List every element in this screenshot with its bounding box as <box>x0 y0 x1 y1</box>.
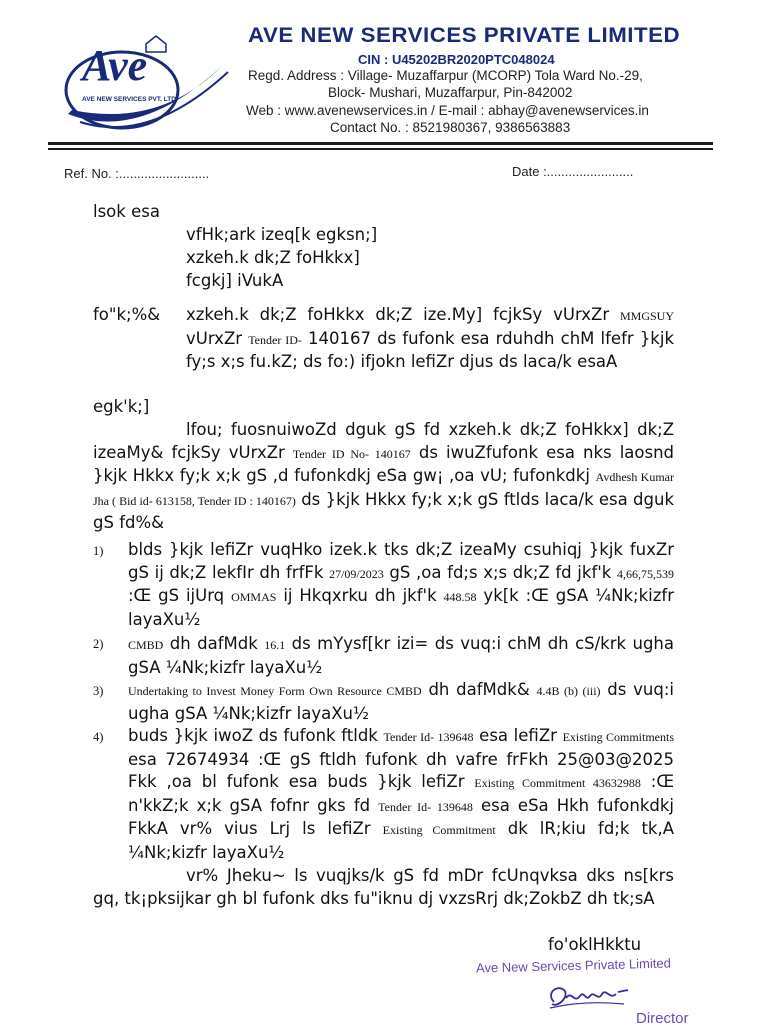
item-number: 4) <box>93 730 104 744</box>
item-number: 1) <box>93 544 104 558</box>
paragraph-main: lfou; fuosnuiwoZd dguk gS fd xzkeh.k dk;Z foHkkx] dk;Z izeaMy& fcjkSy vUrxZr Tender ID No- 140167 ds iwuZfufonk esa nks laosnd }kjk Hkkx fy;k x;k gS ,d fufonkdkj eSa gw¡ ,oa vU; fufonkdkj Avdhesh Kumar Jha ( Bid id- 613158, Tender ID : 140167) ds }kjk Hkkx fy;k x;k gS ftlds laca/k esa dguk gS fd%& <box>93 420 675 533</box>
addressee-line-1: vfHk;ark izeq[k egksn;] <box>186 225 378 244</box>
list-item: blds }kjk lefiZr vuqHko izek.k tks dk;Z izeaMy csuhiqj }kjk fuxZr gS ij dk;Z lekfIr dh frfFk 27/09/2023 gS ,oa fd;s x;s dk;Z fd jkf'k 4,66,75,539 :Œ gS ijUrq OMMAS ij Hkqxrku dh jkf'k 448.58 yk[k :Œ gSA ¼Nk;kizfr layaXu½ <box>128 540 675 629</box>
director-title: Director <box>636 1010 689 1027</box>
addressee-line-3: fcgkj] iVukA <box>186 271 284 290</box>
date-field: Date :........................ <box>512 164 634 179</box>
company-stamp-text: Ave New Services Private Limited <box>475 955 672 976</box>
addressee-line-2: xzkeh.k dk;Z foHkkx] <box>186 248 360 267</box>
signature <box>544 980 634 1014</box>
contact-line: Contact No. : 8521980367, 9386563883 <box>330 120 571 135</box>
list-item: buds }kjk iwoZ ds fufonk ftldk Tender Id- 139648 esa lefiZr Existing Commitments esa 72674934 :Œ gS ftldh fufonk dh vafre frFkh 25@03@2025 Fkk ,oa bl fufonk esa buds }kjk lefiZr Existing Commitment 43632988 :Œ n'kkZ;k x;k gSA fofnr gks fd Tender Id- 139648 esa eSa Hkh fufonkdkj FkkA vr% vius Lrj ls lefiZr Existing Commitment dk lR;kiu fd;k tk,A ¼Nk;kizfr layaXu½ <box>128 726 675 862</box>
company-logo <box>60 32 230 132</box>
cin-number: CIN : U45202BR2020PTC048024 <box>358 52 555 67</box>
list-item: CMBD dh dafMdk 16.1 ds mYysf[kr izi= ds vuq:i chM dh cS/krk ugha gSA ¼Nk;kizfr layaXu½ <box>128 634 674 677</box>
greeting: egk'k;] <box>93 397 150 416</box>
list-item: Undertaking to Invest Money Form Own Resource CMBD dh dafMdk& 4.4B (b) (iii) ds vuq:i ugha gSA ¼Nk;kizfr layaXu½ <box>128 680 674 723</box>
logo-subtext: AVE NEW SERVICES PVT. LTD. <box>82 96 178 103</box>
web-email-line: Web : www.avenewservices.in / E-mail : abhay@avenewservices.in <box>246 103 649 118</box>
header-rule-thin <box>48 148 713 150</box>
address-line-2: Block- Mushari, Muzaffarpur, Pin-842002 <box>328 85 573 100</box>
header-rule-thick <box>48 142 713 145</box>
item-number: 2) <box>93 637 104 651</box>
company-name: AVE NEW SERVICES PRIVATE LIMITED <box>248 24 681 47</box>
item-number: 3) <box>93 684 104 698</box>
address-line-1: Regd. Address : Village- Muzaffarpur (MCORP) Tola Ward No.-29, <box>248 68 643 83</box>
signoff: fo'oklHkktu <box>548 935 642 954</box>
logo-text: Ave <box>82 41 148 90</box>
signature-graphic <box>544 980 634 1014</box>
subject-label: fo"k;%& <box>93 305 161 324</box>
subject-text: xzkeh.k dk;Z foHkkx dk;Z ize.My] fcjkSy vUrxZr MMGSUY vUrxZr Tender ID- 140167 ds fufonk esa rduhdh chM lfefr }kjk fy;s x;s fu.kZ; ds fo:) ifjokn lefiZr djus ds laca/k esaA <box>186 305 675 372</box>
closing-paragraph: vr% Jheku~ ls vuqjks/k gS fd mDr fcUnqvksa dks ns[krs gq, tk¡pksijkar gh bl fufonk dks fu"iknu dj vxzsRrj dk;ZokbZ dh tk;sA <box>93 866 674 908</box>
salutation: lsok esa <box>93 202 160 221</box>
ref-number: Ref. No. :......................... <box>64 166 210 181</box>
